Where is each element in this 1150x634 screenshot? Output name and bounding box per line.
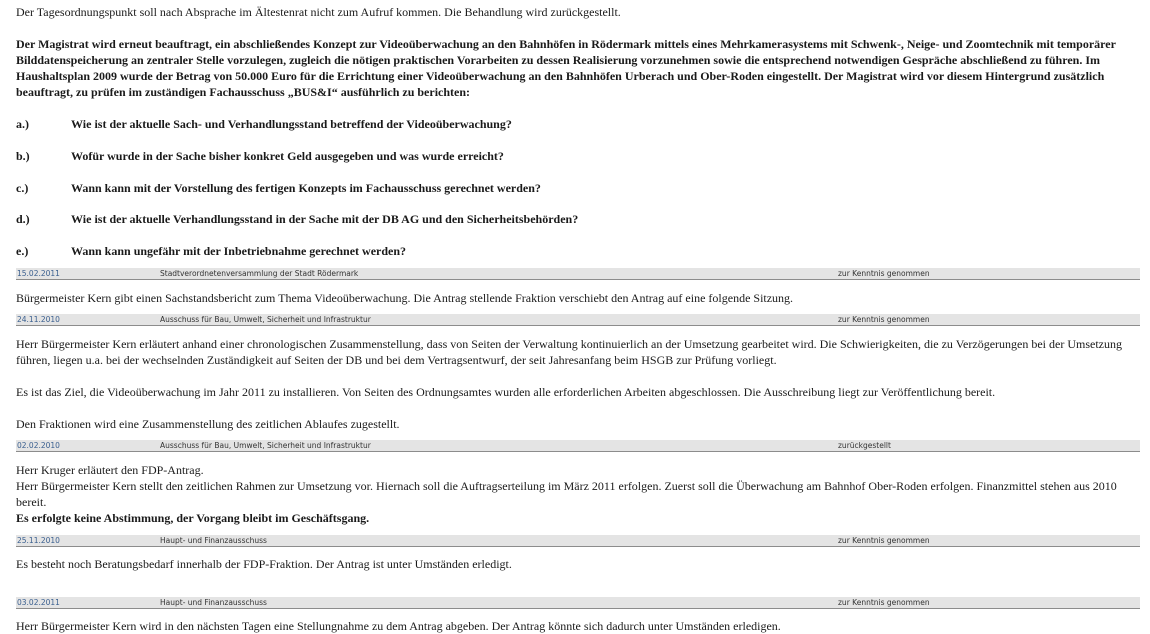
question-label: b.) [16,149,30,163]
session-text: Den Fraktionen wird eine Zusammenstellung des zeitlichen Ablaufes zugestellt. [16,417,400,431]
question-b [16,148,504,164]
session-body: Ausschuss für Bau, Umwelt, Sicherheit und Infrastruktur [160,441,371,450]
session-body: Haupt- und Finanzausschuss [160,598,267,607]
question-label: d.) [16,212,30,226]
question-e [16,243,406,259]
session-text: Herr Bürgermeister Kern wird in den nächsten Tagen eine Stellungnahme zu dem Antrag abgeben. Der Antrag könnte sich dadurch unter Umständen erledigen. [16,619,781,633]
question-label: c.) [16,181,29,195]
motion-text: Der Magistrat wird erneut beauftragt, ein abschließendes Konzept zur Videoüberwachung an den Bahnhöfen in Rödermark mittels eines Mehrkamerasystems mit Schwenk-, Neige- und Zoomtechnik mit temporärer Bilddatenspeicherung an zentraler Stelle vorzulegen, zugleich die nötigen praktischen Vorarbeiten zu dessen Realisierung vorzunehmen sowie die entsprechend notwendigen Gespräche abschließend zu führen. Im Haushaltsplan 2009 wurde der Betrag von 50.000 Euro für die Errichtung einer Videoüberwachung an den Bahnhöfen Urberach und Ober-Roden eingestellt. Der Magistrat wird vor diesem Hintergrund zusätzlich beauftragt, zu prüfen im zuständigen Fachausschuss „BUS&I“ ausführlich zu berichten: [16,37,1116,99]
question-a [16,116,512,132]
session-status: zur Kenntnis genommen [838,269,930,278]
session-body: Ausschuss für Bau, Umwelt, Sicherheit und Infrastruktur [160,315,371,324]
question-d [16,211,578,227]
session-body: Haupt- und Finanzausschuss [160,536,267,545]
session-header [16,440,1140,452]
session-text: Herr Kruger erläutert den FDP-Antrag. [16,463,204,477]
question-text: Wann kann ungefähr mit der Inbetriebnahme gerechnet werden? [71,244,407,258]
question-text: Wofür wurde in der Sache bisher konkret Geld ausgegeben und was wurde erreicht? [71,149,504,163]
session-result: Es erfolgte keine Abstimmung, der Vorgang bleibt im Geschäftsgang. [16,511,370,525]
session-header [16,268,1140,280]
question-c [16,180,541,196]
session-text: Herr Bürgermeister Kern stellt den zeitlichen Rahmen zur Umsetzung vor. Hiernach soll die Auftragserteilung im März 2011 erfolgen. Zuerst soll die Überwachung am Bahnhof Ober-Roden erfolgen. Finanzmittel stehen aus 2010 bereit. [16,479,1117,509]
session-status: zur Kenntnis genommen [838,536,930,545]
session-text: Herr Bürgermeister Kern erläutert anhand einer chronologischen Zusammenstellung, dass von Seiten der Verwaltung kontinuierlich an der Umsetzung gearbeitet wird. Die Schwierigkeiten, die zu Verzögerungen bei der Umsetzung führen, liegen u.a. bei der wechselnden Zuständigkeit auf Seiten der DB und bei dem Vertragsentwurf, der seit Jahresanfang beim HSGB zur Prüfung vorliegt. [16,337,1122,367]
session-date[interactable]: 15.02.2011 [17,269,60,278]
session-date[interactable]: 03.02.2011 [17,598,60,607]
session-status: zur Kenntnis genommen [838,598,930,607]
question-text: Wie ist der aktuelle Verhandlungsstand in der Sache mit der DB AG und den Sicherheitsbehörden? [71,212,579,226]
session-status: zurückgestellt [838,441,891,450]
session-body: Stadtverordnetenversammlung der Stadt Rödermark [160,269,359,278]
session-text: Es besteht noch Beratungsbedarf innerhalb der FDP-Fraktion. Der Antrag ist unter Umständen erledigt. [16,557,512,571]
session-date[interactable]: 25.11.2010 [17,536,60,545]
session-date[interactable]: 24.11.2010 [17,315,60,324]
session-text: Bürgermeister Kern gibt einen Sachstandsbericht zum Thema Videoüberwachung. Die Antrag stellende Fraktion verschiebt den Antrag auf eine folgende Sitzung. [16,291,794,305]
question-label: e.) [16,244,29,258]
intro-text: Der Tagesordnungspunkt soll nach Absprache im Ältestenrat nicht zum Aufruf kommen. Die Behandlung wird zurückgestellt. [16,5,621,19]
question-text: Wann kann mit der Vorstellung des fertigen Konzepts im Fachausschuss gerechnet werden? [71,181,541,195]
question-text: Wie ist der aktuelle Sach- und Verhandlungsstand betreffend der Videoüberwachung? [71,117,512,131]
session-header [16,314,1140,326]
session-header [16,535,1140,547]
session-header [16,597,1140,609]
session-text: Es ist das Ziel, die Videoüberwachung im Jahr 2011 zu installieren. Von Seiten des Ordnungsamtes wurden alle erforderlichen Arbeiten abgeschlossen. Die Ausschreibung liegt zur Veröffentlichung bereit. [16,385,996,399]
question-label: a.) [16,117,29,131]
session-date[interactable]: 02.02.2010 [17,441,60,450]
session-status: zur Kenntnis genommen [838,315,930,324]
